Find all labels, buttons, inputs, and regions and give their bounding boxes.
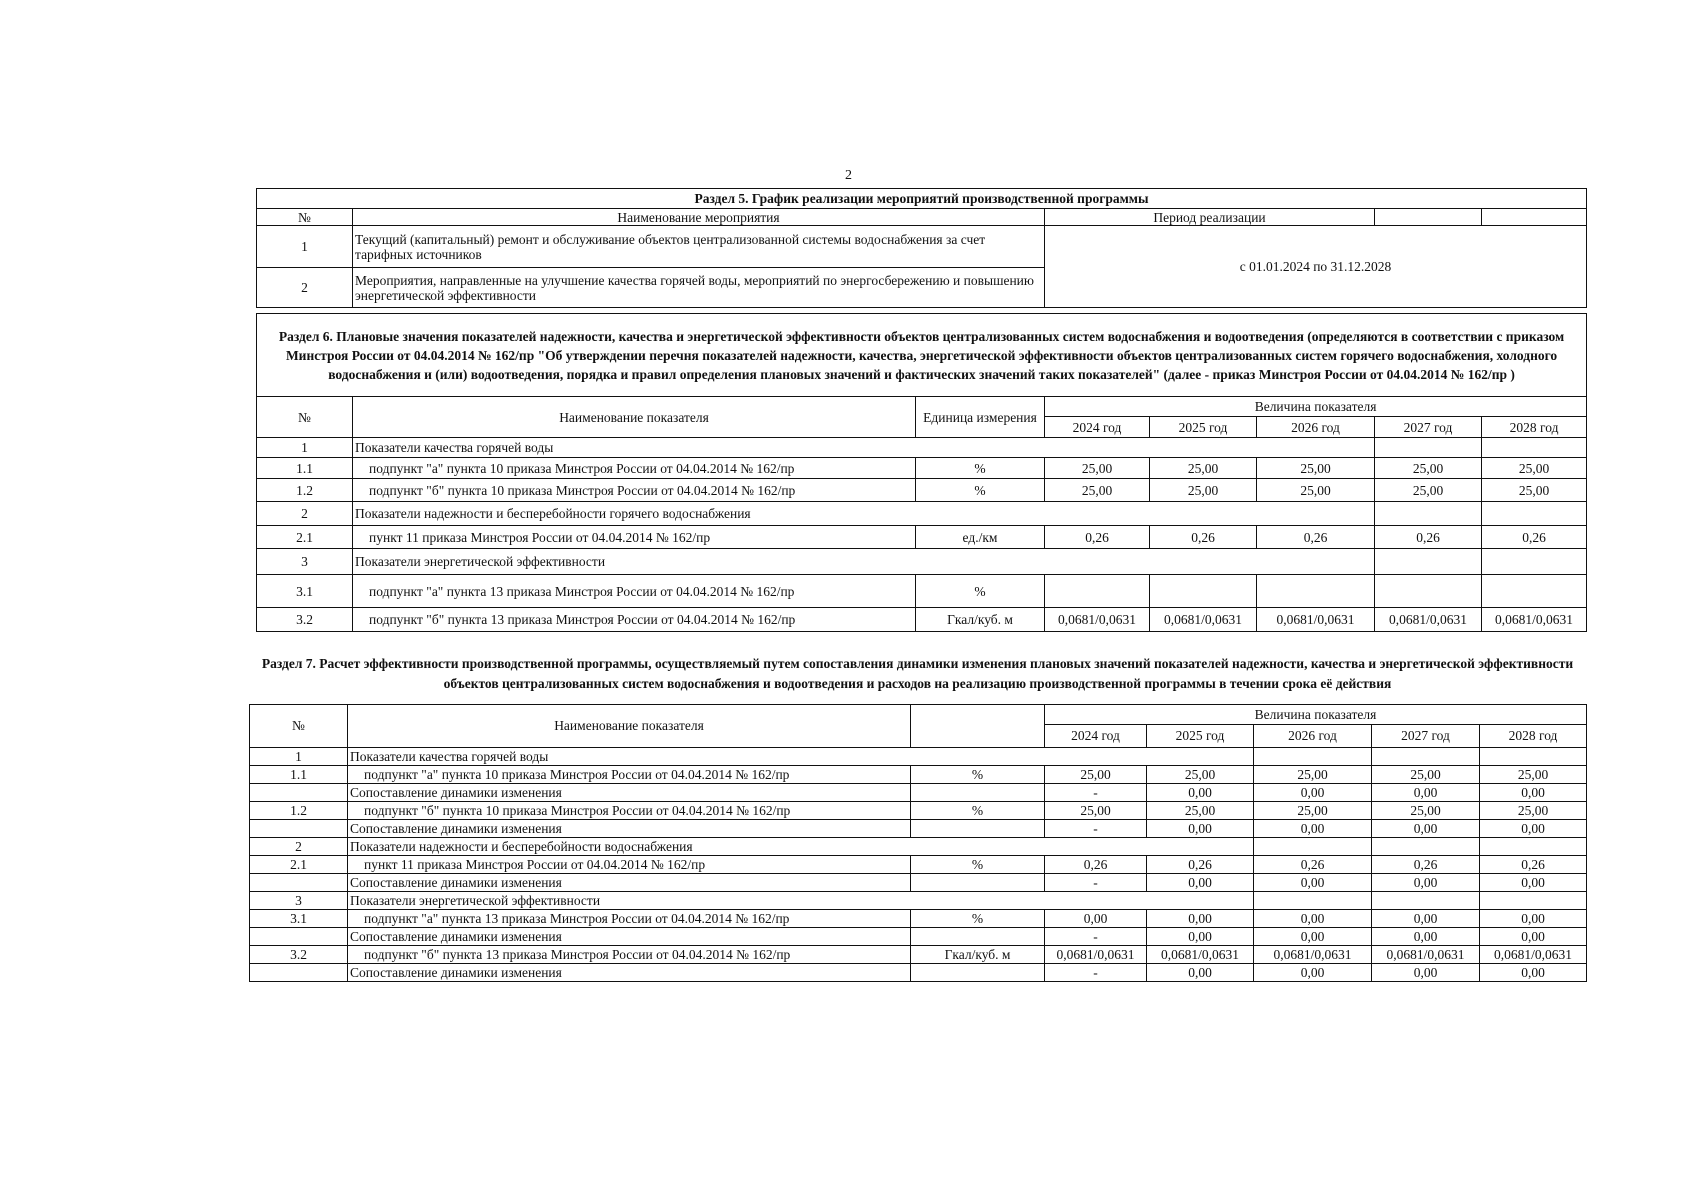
unit-cell xyxy=(911,964,1045,982)
unit-cell: % xyxy=(911,802,1045,820)
value-cell: 0,26 xyxy=(1375,526,1482,549)
section6-table xyxy=(256,313,1587,632)
value-cell: 25,00 xyxy=(1147,766,1254,784)
col-indicator-header: Наименование показателя xyxy=(353,397,916,438)
year-header: 2027 год xyxy=(1372,725,1480,748)
value-cell: 0,26 xyxy=(1480,856,1587,874)
value-cell: 0,0681/0,0631 xyxy=(1045,946,1147,964)
value-cell: 25,00 xyxy=(1257,479,1375,502)
value-cell: 0,00 xyxy=(1147,928,1254,946)
empty-cell xyxy=(1254,748,1372,766)
value-cell: 0,00 xyxy=(1480,910,1587,928)
value-cell: 0,0681/0,0631 xyxy=(1147,946,1254,964)
value-cell: 0,00 xyxy=(1147,820,1254,838)
col-no-header: № xyxy=(257,209,353,226)
value-cell: 0,26 xyxy=(1150,526,1257,549)
indicator-name: подпункт "б" пункта 10 приказа Минстроя России от 04.04.2014 № 162/пр xyxy=(348,802,911,820)
row-no: 1.2 xyxy=(257,479,353,502)
value-cell: 25,00 xyxy=(1150,479,1257,502)
value-cell: 0,26 xyxy=(1372,856,1480,874)
value-cell: 0,00 xyxy=(1372,874,1480,892)
indicator-name: подпункт "а" пункта 13 приказа Минстроя России от 04.04.2014 № 162/пр xyxy=(348,910,911,928)
row-no: 1.1 xyxy=(250,766,348,784)
indicator-row xyxy=(257,608,1587,632)
value-cell: 0,00 xyxy=(1254,820,1372,838)
col-no-header: № xyxy=(257,397,353,438)
value-cell xyxy=(1045,575,1150,608)
value-cell xyxy=(1257,575,1375,608)
indicator-name: подпункт "б" пункта 13 приказа Минстроя России от 04.04.2014 № 162/пр xyxy=(353,608,916,632)
value-cell: 0,00 xyxy=(1254,928,1372,946)
section5-table xyxy=(256,188,1587,308)
empty-cell xyxy=(1482,549,1587,575)
empty-cell xyxy=(1254,838,1372,856)
value-cell xyxy=(1482,575,1587,608)
activity-no: 2 xyxy=(257,268,353,308)
indicator-row xyxy=(250,946,1587,964)
value-cell: 25,00 xyxy=(1482,458,1587,479)
col-indicator-header: Наименование показателя xyxy=(348,705,911,748)
row-no: 1.1 xyxy=(257,458,353,479)
row-no: 3 xyxy=(257,549,353,575)
col-unit-header: Единица измерения xyxy=(916,397,1045,438)
value-cell: 25,00 xyxy=(1482,479,1587,502)
unit-cell: % xyxy=(916,479,1045,502)
value-cell: 0,00 xyxy=(1254,874,1372,892)
value-cell: 25,00 xyxy=(1372,802,1480,820)
value-cell: 25,00 xyxy=(1372,766,1480,784)
year-header: 2027 год xyxy=(1375,417,1482,438)
value-cell: 0,0681/0,0631 xyxy=(1045,608,1150,632)
empty-cell xyxy=(1375,438,1482,458)
value-cell: 0,00 xyxy=(1254,964,1372,982)
period-value: с 01.01.2024 по 31.12.2028 xyxy=(1045,226,1587,308)
value-cell: 0,0681/0,0631 xyxy=(1482,608,1587,632)
unit-cell: Гкал/куб. м xyxy=(911,946,1045,964)
unit-cell xyxy=(911,820,1045,838)
dynamics-row xyxy=(250,874,1587,892)
row-no: 2.1 xyxy=(257,526,353,549)
unit-cell: Гкал/куб. м xyxy=(916,608,1045,632)
group-row xyxy=(257,549,1587,575)
value-cell: 0,26 xyxy=(1482,526,1587,549)
empty-cell xyxy=(1375,549,1482,575)
value-cell: 25,00 xyxy=(1150,458,1257,479)
col-no-header: № xyxy=(250,705,348,748)
row-no: 1.2 xyxy=(250,802,348,820)
value-cell: 0,0681/0,0631 xyxy=(1254,946,1372,964)
group-name: Показатели энергетической эффективности xyxy=(353,549,1375,575)
value-cell: 0,00 xyxy=(1254,784,1372,802)
value-cell: 0,00 xyxy=(1480,820,1587,838)
value-cell: 0,00 xyxy=(1147,874,1254,892)
indicator-row xyxy=(257,479,1587,502)
year-header: 2026 год xyxy=(1257,417,1375,438)
indicator-row xyxy=(250,856,1587,874)
empty-cell xyxy=(1480,892,1587,910)
row-no xyxy=(250,874,348,892)
value-cell: 25,00 xyxy=(1480,766,1587,784)
row-no: 2 xyxy=(257,502,353,526)
activity-name: Текущий (капитальный) ремонт и обслуживание объектов централизованной системы водоснабжения за счет тарифных источников xyxy=(353,226,1045,268)
unit-cell xyxy=(911,928,1045,946)
value-cell: 0,00 xyxy=(1372,820,1480,838)
dynamics-label: Сопоставление динамики изменения xyxy=(348,928,911,946)
value-cell: 0,0681/0,0631 xyxy=(1375,608,1482,632)
value-cell: 0,00 xyxy=(1147,784,1254,802)
value-cell: 0,00 xyxy=(1147,910,1254,928)
empty-cell xyxy=(1372,892,1480,910)
value-cell: 25,00 xyxy=(1045,766,1147,784)
empty-cell xyxy=(1482,502,1587,526)
indicator-row xyxy=(250,802,1587,820)
value-cell xyxy=(1150,575,1257,608)
indicator-row xyxy=(250,766,1587,784)
value-cell: 0,00 xyxy=(1254,910,1372,928)
row-no: 2 xyxy=(250,838,348,856)
page-number: 2 xyxy=(845,168,852,183)
value-cell: 0,26 xyxy=(1045,856,1147,874)
empty-cell xyxy=(1375,209,1482,226)
value-cell: 0,00 xyxy=(1372,910,1480,928)
year-header: 2028 год xyxy=(1482,417,1587,438)
group-row xyxy=(257,438,1587,458)
value-cell: 0,00 xyxy=(1480,928,1587,946)
value-cell: 0,00 xyxy=(1045,910,1147,928)
value-cell xyxy=(1375,575,1482,608)
empty-cell xyxy=(1375,502,1482,526)
group-name: Показатели надежности и бесперебойности горячего водоснабжения xyxy=(353,502,1375,526)
value-cell: - xyxy=(1045,820,1147,838)
indicator-row xyxy=(257,526,1587,549)
indicator-name: подпункт "б" пункта 10 приказа Минстроя России от 04.04.2014 № 162/пр xyxy=(353,479,916,502)
value-cell: 0,0681/0,0631 xyxy=(1257,608,1375,632)
value-cell: 0,0681/0,0631 xyxy=(1372,946,1480,964)
row-no xyxy=(250,784,348,802)
year-header: 2025 год xyxy=(1147,725,1254,748)
section6-body xyxy=(257,438,1587,632)
value-cell: 25,00 xyxy=(1480,802,1587,820)
row-no: 3.1 xyxy=(250,910,348,928)
value-cell: 25,00 xyxy=(1375,479,1482,502)
group-row xyxy=(250,892,1587,910)
dynamics-row xyxy=(250,964,1587,982)
value-cell: 0,00 xyxy=(1147,964,1254,982)
unit-cell: % xyxy=(916,575,1045,608)
value-cell: 0,26 xyxy=(1257,526,1375,549)
value-cell: 0,0681/0,0631 xyxy=(1150,608,1257,632)
indicator-name: подпункт "б" пункта 13 приказа Минстроя России от 04.04.2014 № 162/пр xyxy=(348,946,911,964)
value-cell: 0,26 xyxy=(1254,856,1372,874)
group-row xyxy=(250,748,1587,766)
indicator-name: пункт 11 приказа Минстроя России от 04.04.2014 № 162/пр xyxy=(348,856,911,874)
col-activity-header: Наименование мероприятия xyxy=(353,209,1045,226)
col-value-header: Величина показателя xyxy=(1045,705,1587,725)
dynamics-label: Сопоставление динамики изменения xyxy=(348,874,911,892)
value-cell: 25,00 xyxy=(1147,802,1254,820)
value-cell: 0,00 xyxy=(1372,928,1480,946)
unit-cell: % xyxy=(911,910,1045,928)
dynamics-label: Сопоставление динамики изменения xyxy=(348,820,911,838)
indicator-row xyxy=(250,910,1587,928)
year-header: 2024 год xyxy=(1045,725,1147,748)
empty-cell xyxy=(1372,748,1480,766)
value-cell: 0,00 xyxy=(1480,964,1587,982)
value-cell: 25,00 xyxy=(1375,458,1482,479)
dynamics-row xyxy=(250,928,1587,946)
group-row xyxy=(250,838,1587,856)
dynamics-row xyxy=(250,784,1587,802)
group-row xyxy=(257,502,1587,526)
value-cell: 25,00 xyxy=(1045,458,1150,479)
unit-cell xyxy=(911,874,1045,892)
empty-cell xyxy=(911,705,1045,748)
value-cell: 0,00 xyxy=(1372,784,1480,802)
section7-title: Раздел 7. Расчет эффективности производственной программы, осуществляемый путем сопоставления динамики изменения плановых значений показателей надежности, качества и энергетической эффективности объектов централизованных систем водоснабжения и водоотведения и расходов на реализацию производственной программы в течении срока её действия xyxy=(261,656,1574,691)
unit-cell: ед./км xyxy=(916,526,1045,549)
row-no: 1 xyxy=(257,438,353,458)
row-no: 3.2 xyxy=(257,608,353,632)
value-cell: 0,00 xyxy=(1480,874,1587,892)
dynamics-label: Сопоставление динамики изменения xyxy=(348,964,911,982)
value-cell: 25,00 xyxy=(1045,802,1147,820)
row-no xyxy=(250,964,348,982)
value-cell: - xyxy=(1045,874,1147,892)
value-cell: 25,00 xyxy=(1257,458,1375,479)
unit-cell: % xyxy=(911,766,1045,784)
row-no: 3.2 xyxy=(250,946,348,964)
empty-cell xyxy=(1480,838,1587,856)
dynamics-label: Сопоставление динамики изменения xyxy=(348,784,911,802)
empty-cell xyxy=(1482,438,1587,458)
value-cell: 0,00 xyxy=(1372,964,1480,982)
unit-cell xyxy=(911,784,1045,802)
indicator-name: подпункт "а" пункта 13 приказа Минстроя России от 04.04.2014 № 162/пр xyxy=(353,575,916,608)
value-cell: - xyxy=(1045,928,1147,946)
indicator-name: подпункт "а" пункта 10 приказа Минстроя России от 04.04.2014 № 162/пр xyxy=(348,766,911,784)
value-cell: 0,00 xyxy=(1480,784,1587,802)
row-no: 1 xyxy=(250,748,348,766)
value-cell: 25,00 xyxy=(1254,802,1372,820)
year-header: 2026 год xyxy=(1254,725,1372,748)
section5-title: Раздел 5. График реализации мероприятий производственной программы xyxy=(257,189,1587,209)
dynamics-row xyxy=(250,820,1587,838)
indicator-name: подпункт "а" пункта 10 приказа Минстроя России от 04.04.2014 № 162/пр xyxy=(353,458,916,479)
empty-cell xyxy=(1482,209,1587,226)
row-no: 3 xyxy=(250,892,348,910)
group-name: Показатели энергетической эффективности xyxy=(348,892,1254,910)
indicator-row xyxy=(257,575,1587,608)
year-header: 2028 год xyxy=(1480,725,1587,748)
value-cell: 25,00 xyxy=(1254,766,1372,784)
activity-no: 1 xyxy=(257,226,353,268)
value-cell: 0,0681/0,0631 xyxy=(1480,946,1587,964)
col-value-header: Величина показателя xyxy=(1045,397,1587,417)
value-cell: 0,26 xyxy=(1045,526,1150,549)
year-header: 2025 год xyxy=(1150,417,1257,438)
value-cell: - xyxy=(1045,964,1147,982)
group-name: Показатели качества горячей воды xyxy=(348,748,1254,766)
row-no: 3.1 xyxy=(257,575,353,608)
empty-cell xyxy=(1480,748,1587,766)
unit-cell: % xyxy=(916,458,1045,479)
indicator-name: пункт 11 приказа Минстроя России от 04.04.2014 № 162/пр xyxy=(353,526,916,549)
group-name: Показатели надежности и бесперебойности водоснабжения xyxy=(348,838,1254,856)
empty-cell xyxy=(1254,892,1372,910)
section7-body xyxy=(250,748,1587,982)
value-cell: 25,00 xyxy=(1045,479,1150,502)
activity-name: Мероприятия, направленные на улучшение качества горячей воды, мероприятий по энергосбережению и повышению энергетической эффективности xyxy=(353,268,1045,308)
group-name: Показатели качества горячей воды xyxy=(353,438,1375,458)
empty-cell xyxy=(1372,838,1480,856)
col-period-header: Период реализации xyxy=(1045,209,1375,226)
section7-table xyxy=(249,704,1587,982)
row-no: 2.1 xyxy=(250,856,348,874)
section6-title: Раздел 6. Плановые значения показателей надежности, качества и энергетической эффективности объектов централизованных систем водоснабжения и водоотведения (определяются в соответствии с приказом Минстроя России от 04.04.2014 № 162/пр "Об утверждении перечня показателей надежности, качества, энергетической эффективности объектов централизованных систем горячего водоснабжения, холодного водоснабжения и (или) водоотведения, порядка и правил определения плановых значений и фактических значений таких показателей" (далее - приказ Минстроя России от 04.04.2014 № 162/пр ) xyxy=(257,314,1587,397)
indicator-row xyxy=(257,458,1587,479)
row-no xyxy=(250,928,348,946)
year-header: 2024 год xyxy=(1045,417,1150,438)
value-cell: 0,26 xyxy=(1147,856,1254,874)
row-no xyxy=(250,820,348,838)
value-cell: - xyxy=(1045,784,1147,802)
unit-cell: % xyxy=(911,856,1045,874)
